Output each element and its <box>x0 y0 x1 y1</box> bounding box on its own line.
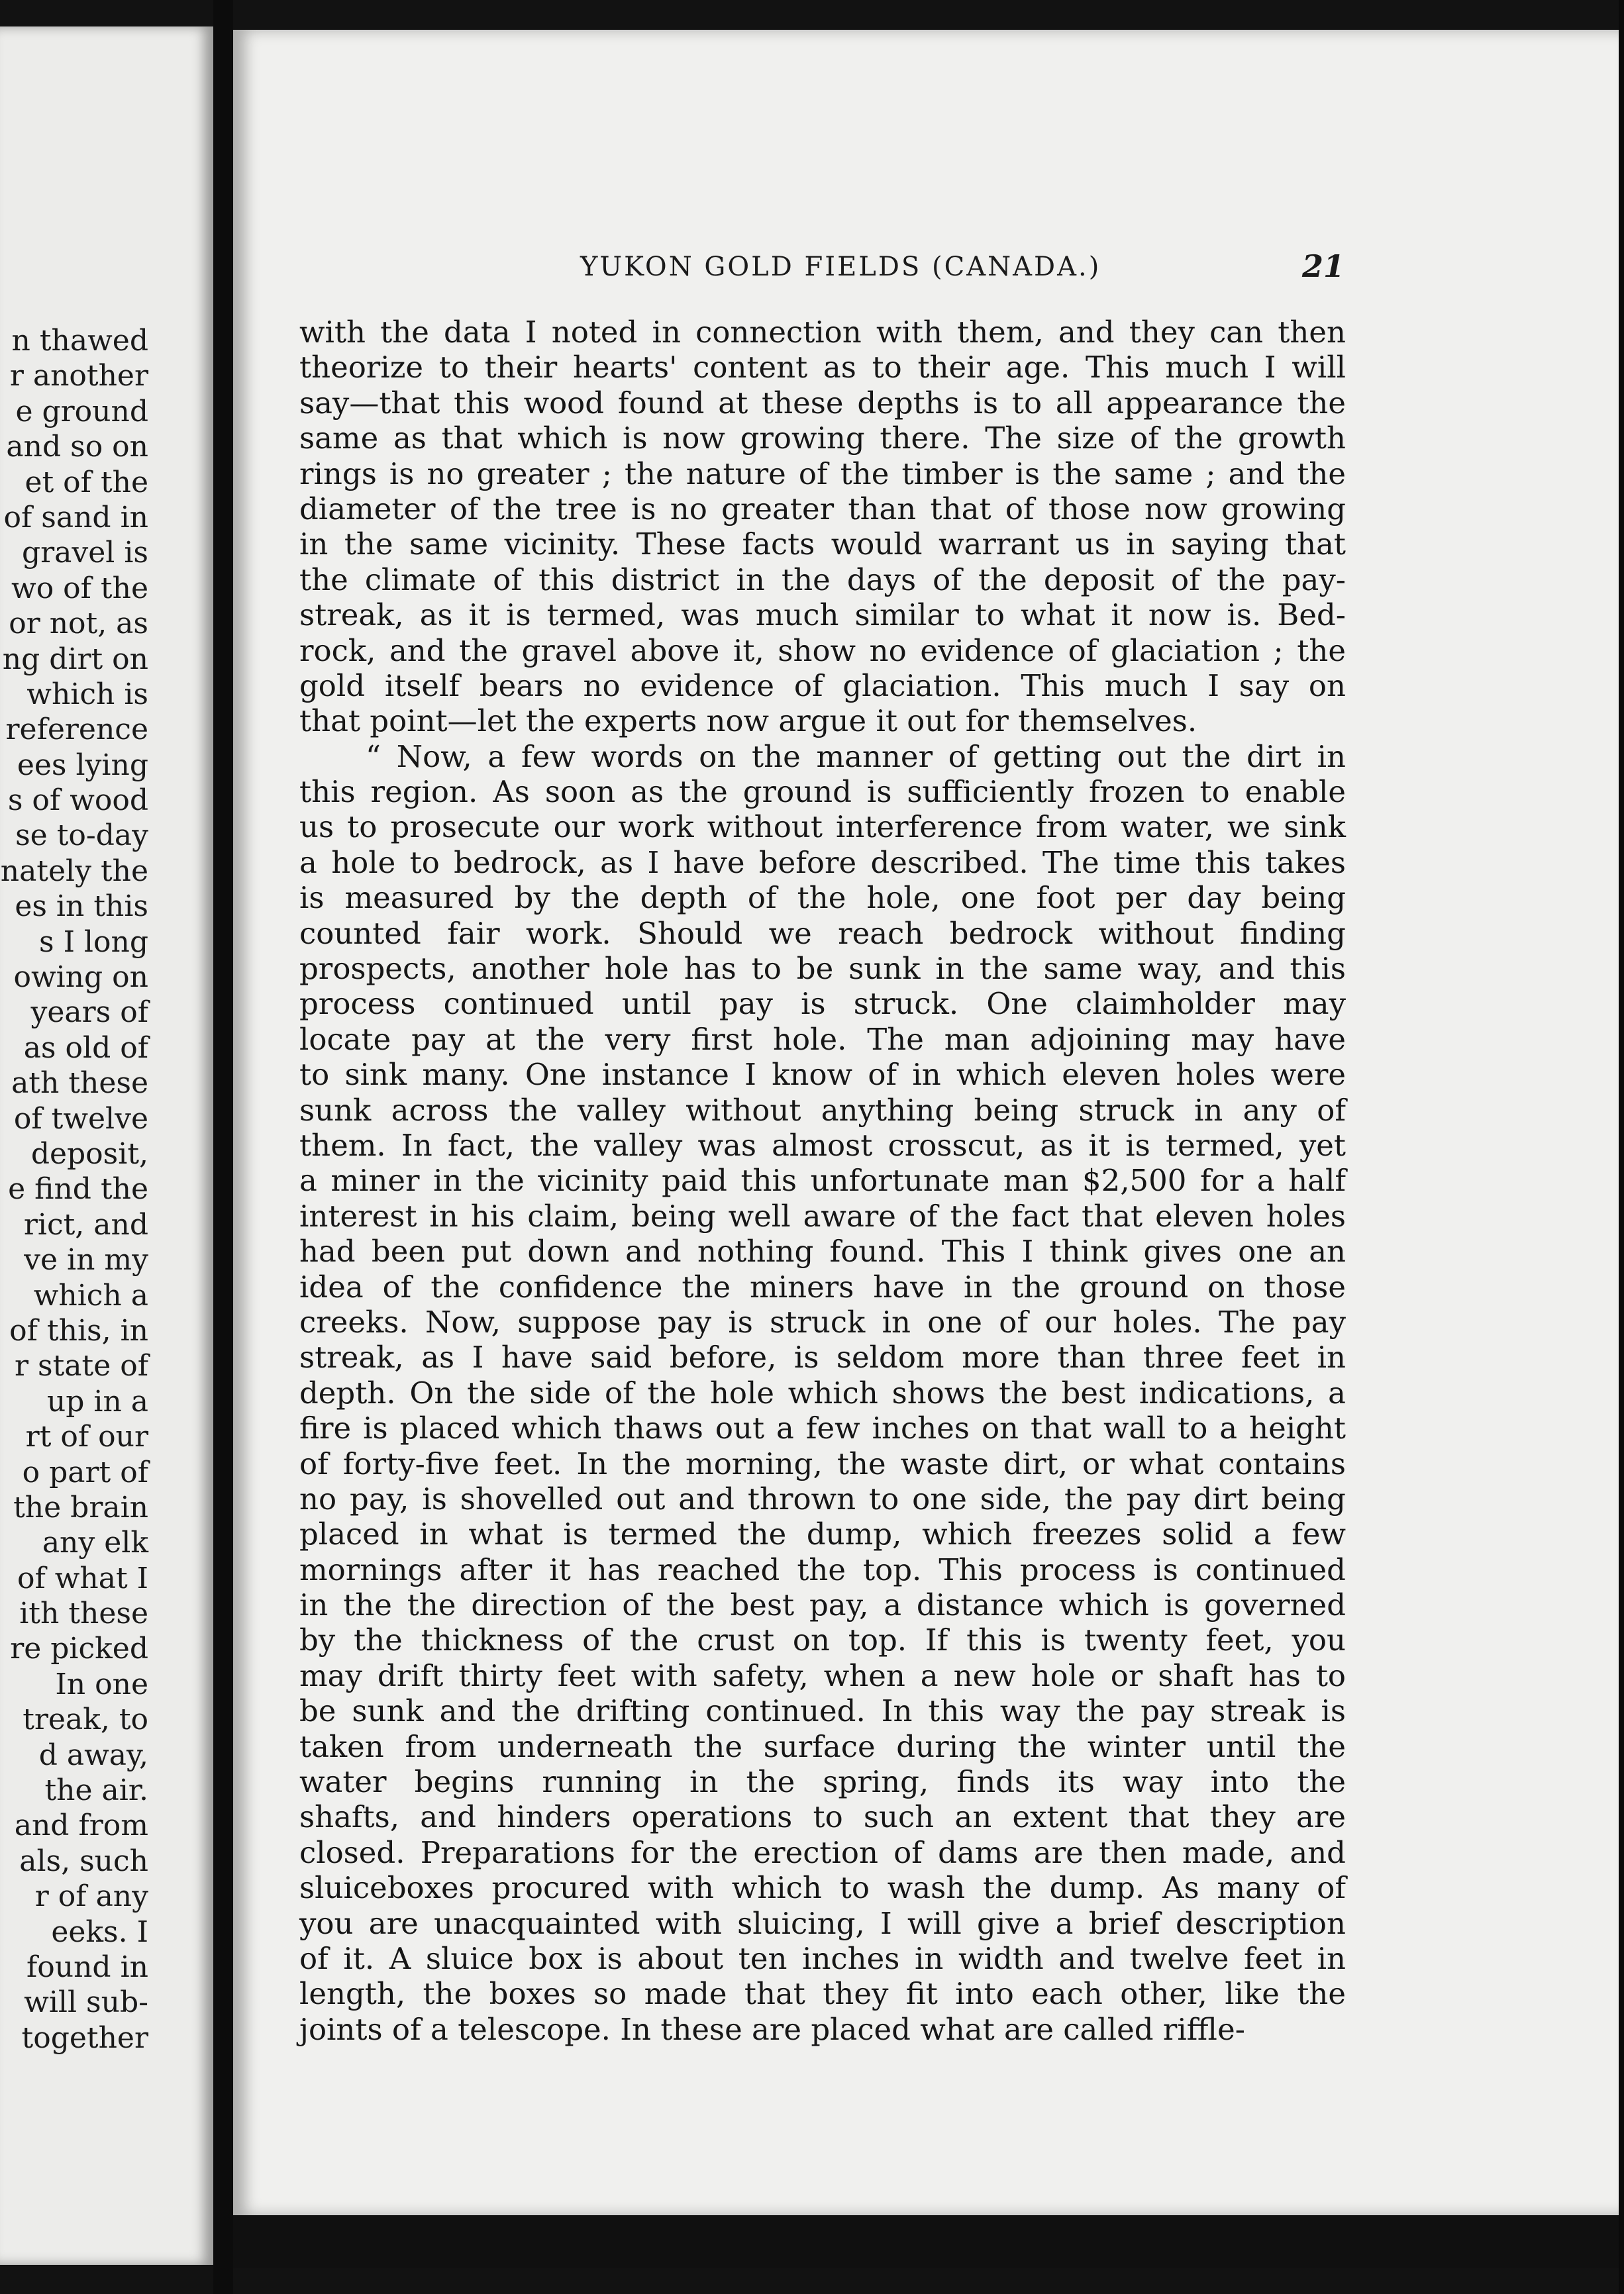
left-page-line: e find the <box>8 1172 148 1207</box>
text-line: this region. As soon as the ground is sufficiently frozen to enable <box>299 774 1346 810</box>
text-line: by the thickness of the crust on top. If this is twenty feet, you <box>299 1622 1346 1658</box>
left-page-line: the brain <box>13 1490 148 1524</box>
left-page-line: which a <box>33 1278 148 1313</box>
text-line: interest in his claim, being well aware of the fact that eleven holes <box>299 1198 1346 1234</box>
text-line: mornings after it has reached the top. This process is continued <box>299 1552 1346 1587</box>
left-page-line: gravel is <box>21 536 148 570</box>
text-line: them. In fact, the valley was almost crosscut, as it is termed, yet <box>299 1127 1346 1163</box>
left-page-line: together <box>21 2020 148 2055</box>
left-page-line: ees lying <box>17 748 148 782</box>
text-line: rings is no greater ; the nature of the timber is the same ; and the <box>299 456 1346 491</box>
text-line: placed in what is termed the dump, which freezes solid a few <box>299 1517 1346 1552</box>
left-page-line: ith these <box>19 1597 148 1631</box>
text-line: streak, as I have said before, is seldom more than three feet in <box>299 1340 1346 1375</box>
text-line: of forty-five feet. In the morning, the waste dirt, or what contains <box>299 1446 1346 1481</box>
left-page-line: o part of <box>22 1455 148 1489</box>
right-page <box>233 30 1619 2215</box>
text-line: idea of the confidence the miners have in the ground on those <box>299 1269 1346 1305</box>
left-page-line: will sub- <box>24 1985 148 2020</box>
text-line: counted fair work. Should we reach bedrock without finding <box>299 915 1346 951</box>
text-line: depth. On the side of the hole which shows the best indications, a <box>299 1375 1346 1411</box>
text-line: say—that this wood found at these depths is to all appearance the <box>299 385 1346 421</box>
left-page-line: which is <box>26 677 148 711</box>
book-gutter <box>213 0 233 2294</box>
text-line: locate pay at the very first hole. The man adjoining may have <box>299 1021 1346 1057</box>
text-line: be sunk and the drifting continued. In this way the pay streak is <box>299 1693 1346 1729</box>
left-page-line: as old of <box>23 1030 148 1065</box>
left-page-line: ng dirt on <box>2 642 148 676</box>
left-page-line: s of wood <box>7 783 148 818</box>
left-page-line: se to-day <box>15 819 148 853</box>
body-text <box>299 315 1346 2047</box>
left-page-line: wo of the <box>11 571 148 605</box>
left-page-line: es in this <box>15 889 148 924</box>
text-line: diameter of the tree is no greater than that of those now growing <box>299 491 1346 526</box>
text-line: to sink many. One instance I know of in which eleven holes were <box>299 1057 1346 1093</box>
left-page-line: any elk <box>42 1526 148 1560</box>
text-line: length, the boxes so made that they fit into each other, like the <box>299 1976 1346 2012</box>
left-page-line: r of any <box>34 1879 148 1914</box>
text-line: creeks. Now, suppose pay is struck in one of our holes. The pay <box>299 1304 1346 1340</box>
text-line: shafts, and hinders operations to such an extent that they are <box>299 1799 1346 1835</box>
left-page-line: treak, to <box>23 1703 148 1737</box>
text-line: in the the direction of the best pay, a distance which is governed <box>299 1587 1346 1623</box>
text-line: of it. A sluice box is about ten inches in width and twelve feet in <box>299 1940 1346 1976</box>
left-page-line: r state of <box>15 1349 148 1383</box>
left-page-line: or not, as <box>9 607 148 641</box>
text-line: process continued until pay is struck. One claimholder may <box>299 986 1346 1022</box>
text-line: water begins running in the spring, finds its way into the <box>299 1764 1346 1800</box>
left-page-line: eeks. I <box>51 1915 148 1949</box>
left-page-line: re picked <box>10 1632 148 1666</box>
text-line: may drift thirty feet with safety, when a new hole or shaft has to <box>299 1658 1346 1693</box>
text-line: theorize to their hearts' content as to their age. This much I will <box>299 350 1346 385</box>
left-page-line: ath these <box>11 1066 148 1101</box>
left-page-line: rict, and <box>23 1207 148 1242</box>
page-number: 21 <box>1302 248 1345 284</box>
text-line: fire is placed which thaws out a few inches on that wall to a height <box>299 1411 1346 1446</box>
text-line: that point—let the experts now argue it out for themselves. <box>299 703 1197 739</box>
text-line: sunk across the valley without anything being struck in any of <box>299 1092 1346 1128</box>
left-page-line: years of <box>30 995 148 1030</box>
text-line: gold itself bears no evidence of glaciation. This much I say on <box>299 668 1346 703</box>
text-line: sluiceboxes procured with which to wash the dump. As many of <box>299 1870 1346 1906</box>
scan-bottom-edge <box>233 2215 1619 2268</box>
left-page-line: s I long <box>39 924 148 959</box>
text-line: “ Now, a few words on the manner of getting out the dirt in <box>366 738 1346 774</box>
text-line: rock, and the gravel above it, show no evidence of glaciation ; the <box>299 632 1346 668</box>
left-page-line: n thawed <box>11 324 148 358</box>
left-page-line: In one <box>55 1667 148 1701</box>
left-page-line: of what I <box>17 1561 148 1595</box>
left-page-line: reference <box>5 713 148 747</box>
left-page-line: of sand in <box>3 500 148 534</box>
left-page-line: and so on <box>6 430 148 464</box>
left-page-text <box>0 323 148 2056</box>
left-page-line: owing on <box>13 960 148 995</box>
left-page-line: ve in my <box>24 1243 148 1277</box>
left-page-line: et of the <box>25 465 148 499</box>
left-facing-page <box>0 26 213 2265</box>
text-line: same as that which is now growing there. The size of the growth <box>299 421 1346 456</box>
left-page-line: nately the <box>0 854 148 888</box>
left-page-line: of twelve <box>13 1101 148 1136</box>
text-line: no pay, is shovelled out and thrown to one side, the pay dirt being <box>299 1481 1346 1517</box>
left-page-line: of this, in <box>9 1313 148 1348</box>
left-page-line: rt of our <box>25 1420 148 1454</box>
text-line: with the data I noted in connection with them, and they can then <box>299 315 1346 350</box>
left-page-line: als, such <box>19 1844 148 1878</box>
left-page-line: r another <box>9 359 148 393</box>
text-line: streak, as it is termed, was much similar to what it now is. Bed- <box>299 597 1346 633</box>
text-line: the climate of this district in the days of the deposit of the pay- <box>299 562 1346 597</box>
text-line: closed. Preparations for the erection of dams are then made, and <box>299 1834 1346 1870</box>
left-page-line: e ground <box>15 394 148 428</box>
left-page-line: found in <box>26 1950 148 1984</box>
scan-right-edge <box>1619 0 1624 2294</box>
running-head: YUKON GOLD FIELDS (CANADA.) <box>580 252 1101 282</box>
text-line: prospects, another hole has to be sunk in the same way, and this <box>299 951 1346 987</box>
text-line: taken from underneath the surface during the winter until the <box>299 1728 1346 1764</box>
text-line: a hole to bedrock, as I have before described. The time this takes <box>299 844 1346 880</box>
left-page-line: the air. <box>44 1773 148 1808</box>
left-page-line: deposit, <box>30 1136 148 1171</box>
text-line: is measured by the depth of the hole, one foot per day being <box>299 880 1346 916</box>
text-line: a miner in the vicinity paid this unfortunate man $2,500 for a half <box>299 1163 1346 1199</box>
text-line: in the same vicinity. These facts would warrant us in saying that <box>299 526 1346 562</box>
left-page-line: up in a <box>46 1384 148 1419</box>
left-page-line: and from <box>14 1809 148 1843</box>
text-line: had been put down and nothing found. This I think gives one an <box>299 1234 1346 1270</box>
left-page-line: d away, <box>38 1738 148 1772</box>
text-line: joints of a telescope. In these are placed what are called riffle- <box>299 2011 1245 2047</box>
text-line: you are unacquainted with sluicing, I will give a brief description <box>299 1905 1346 1941</box>
text-line: us to prosecute our work without interference from water, we sink <box>299 809 1346 845</box>
